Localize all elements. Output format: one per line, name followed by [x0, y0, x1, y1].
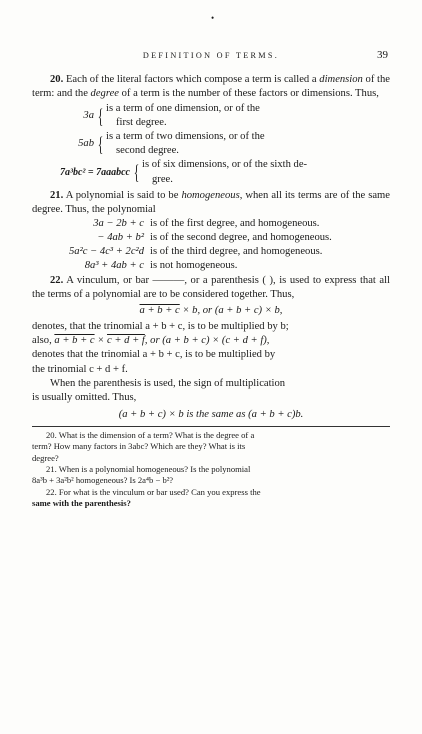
section-20-line3: the number of these factors or dimensions. Thus, [172, 88, 379, 100]
polynomial-expression: 5a²c − 4c³ + 2c²d [68, 245, 144, 257]
note-20 [32, 430, 390, 441]
section-22-line2: is used to express that all the terms of a polynomial are to [32, 275, 390, 301]
section-22-para [32, 274, 390, 302]
section-22-line1: A vinculum, or bar ———, or a parenthesis ( ), [66, 275, 276, 287]
running-head: DEFINITION OF TERMS. [142, 51, 280, 60]
example-desc-line: is a term of one dimension, or of the [106, 103, 260, 115]
note-line: 22. For what is the vinculum or bar used? Can you express the [46, 486, 261, 497]
section-21-number: 21. [50, 189, 64, 201]
note-line: 21. When is a polynomial homogeneous? Is the polynomial [46, 463, 251, 474]
vinculum-expression: c + d + f [107, 335, 145, 347]
brace-glyph: { [97, 131, 104, 156]
term-homogeneous: homogeneous [181, 189, 240, 201]
example-description [104, 102, 390, 130]
section-21-para [32, 189, 390, 217]
section-21-line2: terms are of the same degree. Thus, the polynomial [32, 189, 390, 215]
example-desc-cont: gree. [152, 173, 173, 185]
section-22-line5 [32, 334, 390, 348]
section-22-line9: is usually omitted. Thus, [32, 391, 137, 403]
line5-rest: , or (a + b + c) × (c + d + f), [144, 335, 270, 347]
section-21-line1c: , when all its [239, 189, 295, 201]
note-21 [32, 464, 390, 475]
section-20-number: 20. [50, 74, 64, 85]
section-22-line6: denotes that the trinomial a + b + c, is to be multiplied by [32, 349, 276, 361]
section-22-line4: denotes, that the trinomial a + b + c, is to be multiplied by b; [32, 321, 289, 333]
note-line: term? How many factors in 3abc? Which are they? What is its [32, 441, 246, 452]
vinculum-expression: a + b + c [139, 305, 180, 317]
section-20-line2c: of the term: and the [32, 74, 390, 100]
note-line: same with the parenthesis? [32, 497, 131, 508]
section-20-line2e: of a term is [118, 88, 170, 100]
brace-glyph: { [97, 103, 104, 128]
section-21-line1a: A polynomial is said to be [65, 189, 182, 201]
example-description [104, 130, 390, 158]
polynomial-description: is of the third degree, and homogeneous. [150, 245, 323, 257]
note-21-cont [32, 475, 390, 486]
note-20-cont [32, 441, 390, 464]
page-number: 39 [377, 49, 388, 61]
example-desc-cont: second degree. [116, 145, 179, 157]
section-22-line7: the trinomial c + d + f. [32, 363, 128, 375]
example-term: 3a [83, 110, 94, 122]
line5-times: × [94, 335, 108, 347]
example-description [140, 158, 390, 186]
example-7a3bc2 [32, 158, 390, 186]
equation-rest: × b, or (a + b + c) × b, [179, 305, 283, 317]
example-desc-line: is a term of two dimensions, or of the [106, 131, 265, 143]
polynomial-description: is of the first degree, and homogeneous. [150, 217, 320, 229]
homogeneous-row [32, 259, 390, 273]
note-line: 20. What is the dimension of a term? What is the degree of a [46, 429, 255, 440]
review-questions [32, 430, 390, 509]
polynomial-expression: − 4ab + b² [97, 231, 144, 243]
note-line: 8a³b + 3a²b² homogeneous? Is 2a⁴b − b²? [32, 475, 174, 486]
polynomial-description: is of the second degree, and homogeneous. [150, 231, 332, 243]
line5-prefix: also, [32, 335, 55, 347]
term-dimension: dimension [319, 74, 363, 85]
homogeneous-row [32, 231, 390, 245]
vinculum-equation-1 [32, 304, 390, 318]
polynomial-expression: 3a − 2b + c [93, 217, 144, 229]
note-line: degree? [32, 452, 59, 463]
note-22-cont [32, 498, 390, 509]
top-mark: • [211, 13, 215, 23]
parenthesis-equation: (a + b + c) × b is the same as (a + b + c)b. [118, 408, 304, 420]
section-20-line2a: called a [283, 74, 320, 85]
homogeneous-row [32, 217, 390, 231]
homogeneous-row [32, 245, 390, 259]
example-term: 5ab [78, 138, 94, 150]
page-content [32, 73, 390, 509]
term-degree: degree [90, 88, 119, 100]
section-22-line8: When the parenthesis is used, the sign of multiplication [50, 377, 286, 389]
polynomial-expression: 8a³ + 4ab + c [84, 260, 144, 272]
brace-glyph: { [133, 160, 140, 185]
note-22 [32, 487, 390, 498]
vinculum-expression: a + b + c [54, 335, 95, 347]
section-20-para [32, 73, 390, 101]
section-22-line3: be considered together. Thus, [169, 289, 295, 301]
section-20-line1: Each of the literal factors which compose a term is [65, 74, 282, 85]
homogeneous-examples [32, 217, 390, 273]
example-desc-cont: first degree. [116, 117, 167, 129]
example-5ab [32, 130, 390, 158]
example-term: 7a³bc² = 7aaabcc [59, 166, 130, 178]
polynomial-description: is not homogeneous. [150, 260, 238, 272]
section-22-number: 22. [50, 275, 64, 287]
footnote-divider [32, 426, 390, 427]
example-desc-line: is of six dimensions, or of the sixth de- [142, 159, 308, 171]
example-3a [32, 102, 390, 130]
